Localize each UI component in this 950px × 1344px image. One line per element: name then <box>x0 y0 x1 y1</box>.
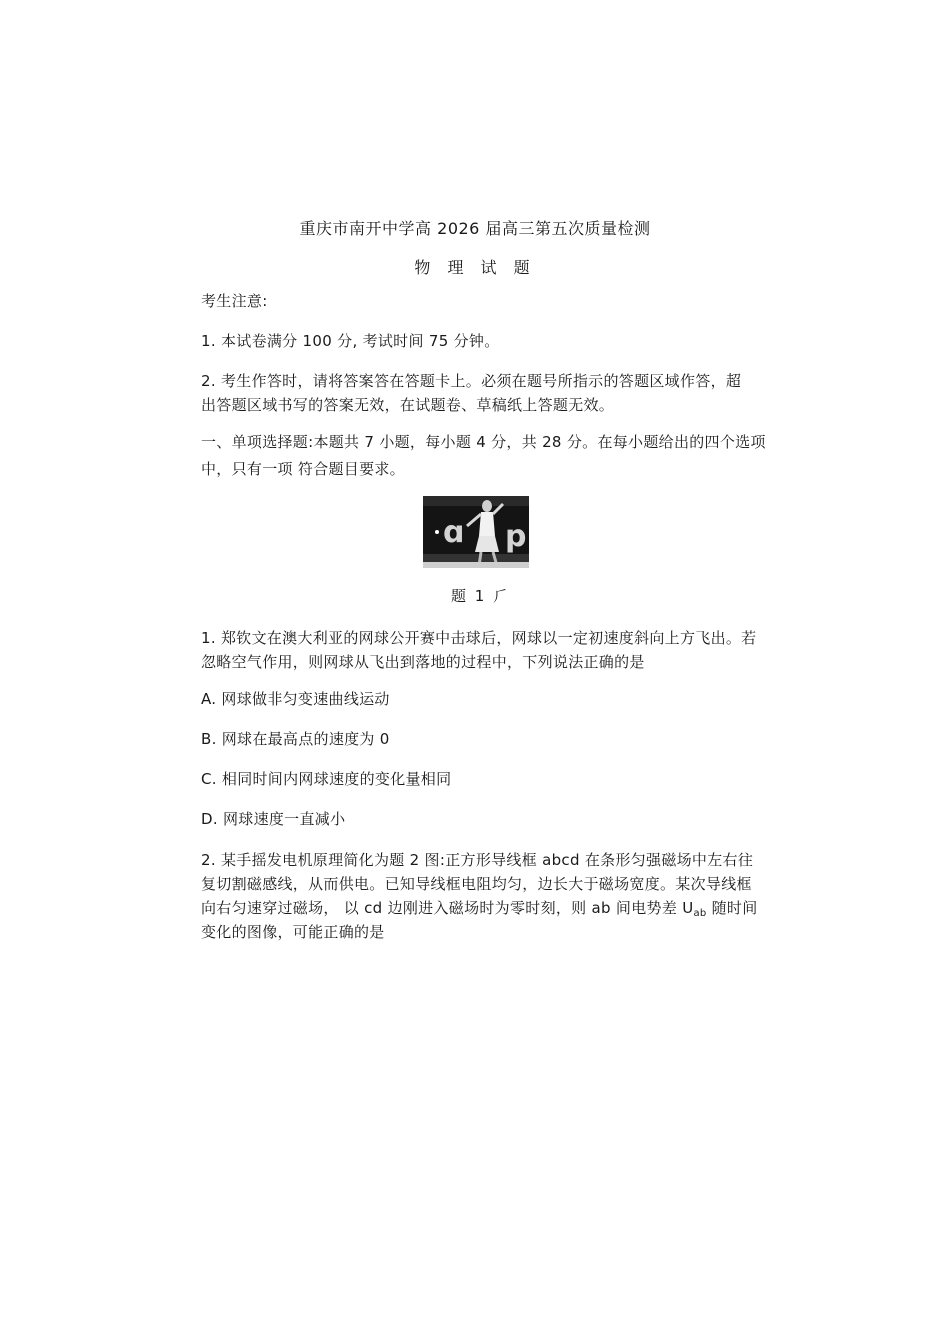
question-1-option-c: C. 相同时间内网球速度的变化量相同 <box>201 770 452 788</box>
notice-item-2-line-2: 出答题区域书写的答案无效，在试题卷、草稿纸上答题无效。 <box>201 396 615 414</box>
exam-title: 重庆市南开中学高 2026 届高三第五次质量检测 <box>299 219 651 238</box>
notice-item-1: 1. 本试卷满分 100 分, 考试时间 75 分钟。 <box>201 332 500 350</box>
question-2-line-1: 2. 某手摇发电机原理简化为题 2 图:正方形导线框 abcd 在条形匀强磁场中左右往 <box>201 851 754 869</box>
section-1-line-2: 中，只有一项 符合题目要求。 <box>201 460 405 478</box>
notice-heading: 考生注意: <box>201 292 268 310</box>
tennis-photo <box>423 496 529 568</box>
section-1-line-1: 一、单项选择题:本题共 7 小题，每小题 4 分，共 28 分。在每小题给出的四个选项 <box>201 433 766 451</box>
question-1-option-a: A. 网球做非匀变速曲线运动 <box>201 690 390 708</box>
question-1-stem-line-1: 1. 郑钦文在澳大利亚的网球公开赛中击球后，网球以一定初速度斜向上方飞出。若 <box>201 629 757 647</box>
notice-item-2-line-1: 2. 考生作答时，请将答案答在答题卡上。必须在题号所指示的答题区域作答，超 <box>201 372 742 390</box>
question-2-line-4: 变化的图像，可能正确的是 <box>201 923 385 941</box>
exam-subtitle: 物 理 试 题 <box>414 258 536 277</box>
u-ab-subscript: ab <box>693 908 707 919</box>
tennis-player-image <box>423 496 529 568</box>
question-2-line-2: 复切割磁感线，从而供电。已知导线框电阻均匀，边长大于磁场宽度。某次导线框 <box>201 875 752 893</box>
question-2-line-3-post: 随时间 <box>706 899 758 917</box>
svg-text:p: p <box>505 519 527 554</box>
question-1-stem-line-2: 忽略空气作用，则网球从飞出到落地的过程中，下列说法正确的是 <box>201 653 645 671</box>
question-1-option-d: D. 网球速度一直减小 <box>201 810 346 828</box>
question-1-option-b: B. 网球在最高点的速度为 0 <box>201 730 390 748</box>
question-2-line-3-pre: 向右匀速穿过磁场， 以 cd 边刚进入磁场时为零时刻，则 ab 间电势差 U <box>201 899 694 917</box>
svg-text:ɑ: ɑ <box>443 515 465 550</box>
figure-1-caption: 题 1 ⺁ <box>451 587 511 605</box>
